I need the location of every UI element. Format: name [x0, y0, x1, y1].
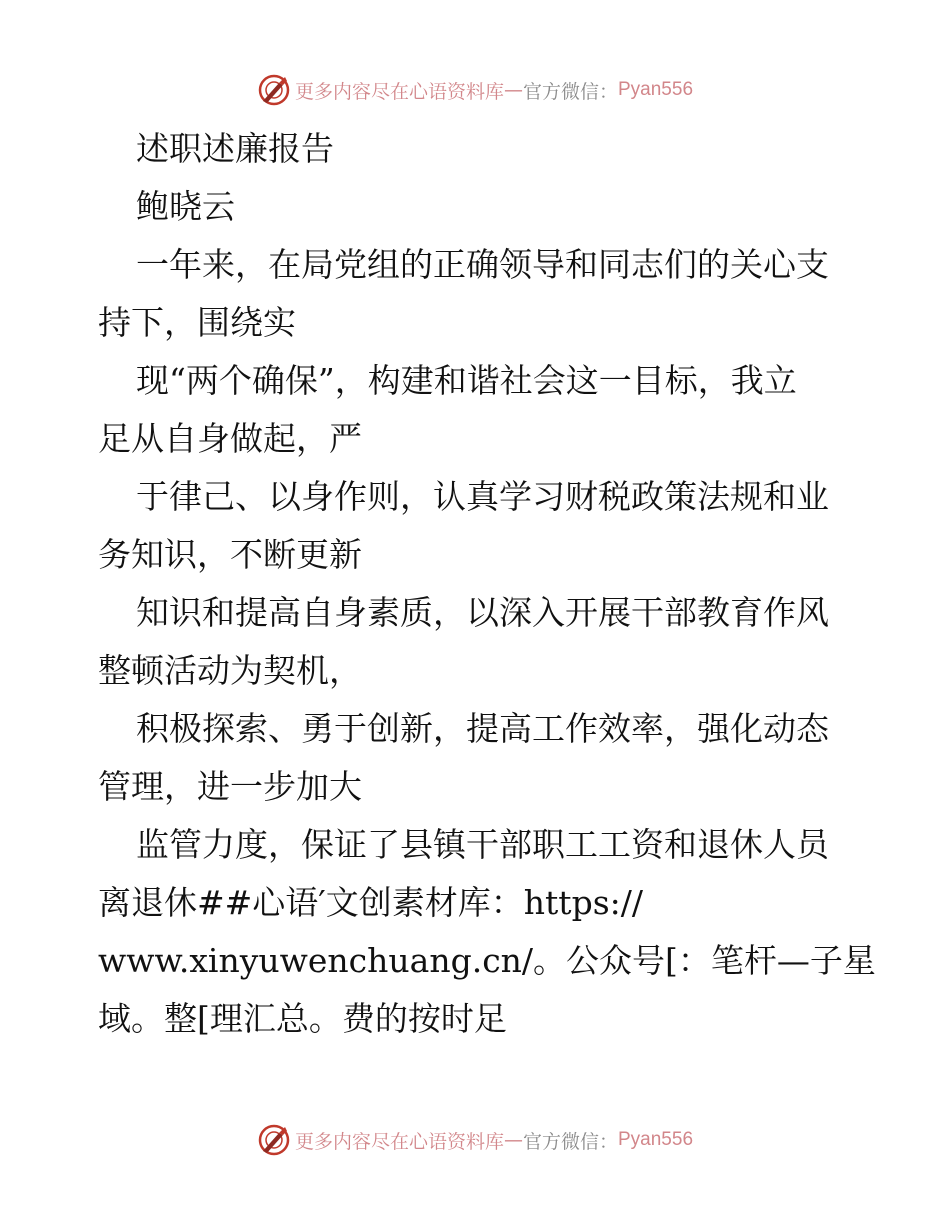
banner-official-label: 官方微信： [522, 80, 618, 103]
banner-title: 更多内容尽在心语资料库 [294, 1130, 504, 1153]
body-line: 积极探索、勇于创新，提高工作效率，强化动态 [136, 709, 829, 748]
banner-title: 更多内容尽在心语资料库 [294, 80, 504, 103]
footer-banner[interactable] [0, 1120, 950, 1160]
banner-dash: — [503, 79, 523, 101]
body-line: 离退休##心语′文创素材库：https:// [98, 883, 643, 922]
pen-logo-icon [257, 1123, 291, 1157]
banner-wechat-id: Pyan556 [618, 1129, 694, 1150]
document-body [98, 120, 876, 1048]
body-line: 一年来，在局党组的正确领导和同志们的关心支 [136, 245, 829, 284]
body-line: 持下，围绕实 [98, 303, 296, 342]
body-line: 务知识，不断更新 [98, 535, 362, 574]
banner-official-label: 官方微信： [522, 1130, 618, 1153]
body-line: 于律己、以身作则，认真学习财税政策法规和业 [136, 477, 829, 516]
body-line: www.xinyuwenchuang.cn/。公众号[：笔杆—子星 [98, 941, 876, 980]
body-line: 整顿活动为契机， [98, 651, 362, 690]
header-banner[interactable] [0, 70, 950, 110]
body-line: 足从自身做起，严 [98, 419, 362, 458]
body-line: 知识和提高自身素质，以深入开展干部教育作风 [136, 593, 829, 632]
document-title: 述职述廉报告 [136, 129, 334, 168]
document-author: 鲍晓云 [136, 187, 235, 226]
pen-logo-icon [257, 73, 291, 107]
body-line: 管理，进一步加大 [98, 767, 362, 806]
body-line: 现“两个确保”，构建和谐社会这一目标，我立 [136, 361, 797, 400]
body-line: 监管力度，保证了县镇干部职工工资和退休人员 [136, 825, 829, 864]
banner-dash: — [503, 1129, 523, 1151]
body-line: 域。整[理汇总。费的按时足 [98, 999, 507, 1038]
banner-wechat-id: Pyan556 [618, 79, 694, 100]
